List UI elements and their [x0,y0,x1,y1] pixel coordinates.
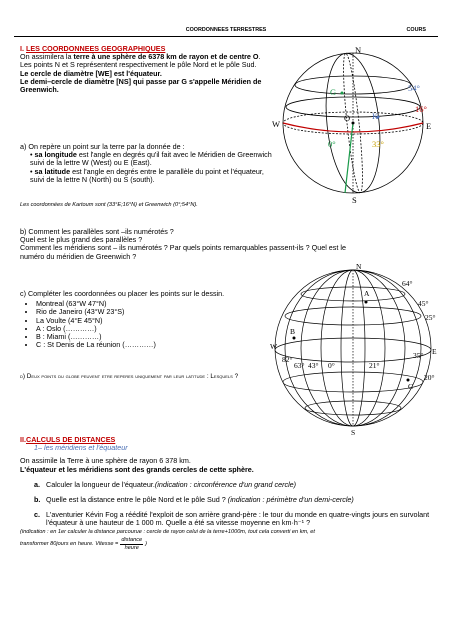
globe1-point-G [341,92,344,95]
question-b1: b) Comment les parallèles sont –ils numérotés ? [20,227,174,236]
globe2-label-E: E [432,347,437,356]
globe1-label-S: S [352,195,357,205]
globe2-point-A [365,301,368,304]
globe1-label-K: K [372,111,379,121]
globe2-label-45: 45° [418,299,429,308]
question-b [20,228,360,261]
globe2-label-35: 35° [413,351,424,360]
question-b3: Comment les méridiens sont – ils numérotés ? Par quels points remarquables passent-ils ? Quel est le numéro du méridien de Greenwich ? [20,243,346,261]
list-item: • B : Miami (…………) [36,333,270,341]
section1-heading: I. LES COORDONNEES GEOGRAPHIQUES [20,44,166,53]
globe2-label-N: N [356,262,362,271]
globe2-label-82: 82° [282,355,293,364]
section1-text [20,45,275,94]
globe1-label-N: N [355,45,362,55]
list-item: • Rio de Janeiro (43°W 23°S) [36,308,270,316]
section2-qc: c. L'aventurier Kévin Fog a réédité l'exploit de son arrière grand-père : le tour du monde en quatre-vingts jours en survolant l'équateur à une hauteur de 1 000 m. Quelle a été sa vitesse moyenne en km·h⁻¹ ? [34,510,430,528]
globe1-center [352,122,355,125]
section1-p4: Le demi–cercle de diamètre [NS] qui passe par G s'appelle Méridien de Greenwich. [20,76,262,95]
globe2-label-A: A [364,289,370,298]
globe2-label-W: W [270,342,278,351]
globe1-label-0: 0° [328,139,336,149]
globe1-label-O: O [344,113,351,123]
globe-diagram-2 [268,258,448,436]
globe1-label-16: 16° [415,104,427,114]
globe2-label-63: 63° [294,361,305,370]
indication-line1: (indication : en 1er calculer la distance parcourue : cercle de rayon celui de la terre+1000m, tout cela converti en km, et [20,528,315,535]
section1-p2: Les points N et S représentent respectivement le pôle Nord et le pôle Sud. [20,60,257,70]
section2-indication [20,529,440,552]
header-right: COURS [406,27,426,33]
globe2-label-43: 43° [308,361,319,370]
fraction-denominator: heure [124,544,139,551]
question-b2: Quel est le plus grand des parallèles ? [20,235,143,245]
globe2-label-0: 0° [328,361,335,370]
globe1-label-G: G [330,87,337,97]
section2-p2: L'équateur et les méridiens sont des grands cercles de cette sphère. [20,464,254,474]
globe2-point-B [293,337,296,340]
list-item: • Montreal (63°W 47°N) [36,300,270,308]
globe2-label-64: 64° [402,279,413,288]
question-d: d) Deux points du globe peuvent etre reperes uniquement par leur latitude : Lesquels ? [20,373,239,380]
globe2-label-S: S [351,428,356,436]
page-header [14,22,438,37]
bullet-latitude: • sa latitude est l'angle en degrés entre le parallèle du point et l'équateur, suivi de la lettre N (North) ou S (south). [30,166,264,184]
question-a [20,143,275,184]
globe2-label-C: C [408,382,414,391]
list-item: • La Voulte (4°E 45°N) [36,317,270,325]
globe2-label-20: 20° [424,373,435,382]
bullet-longitude: • sa longitude est l'angle en degrés qu'il fait avec le Méridien de Greenwich suivi de la lettre W (West) ou E (East). [30,150,272,168]
list-item: • A : Oslo (…………) [36,325,270,333]
section2-heading: II.CALCULS DE DISTANCES [20,435,116,444]
globe1-label-33: 33° [372,139,384,149]
section1-p1: On assimilera la terre à une sphère de 6378 km de rayon et de centre O. [20,52,261,62]
globe1-label-54: 54° [408,83,420,93]
globe2-label-B: B [290,327,296,336]
section2-qa: a. Calculer la longueur de l'équateur.(indication : circonférence d'un grand cercle) [34,479,297,489]
globe2-label-21: 21° [369,361,380,370]
section2-qb: b. Quelle est la distance entre le pôle Nord et le pôle Sud ? (indication : périmètre d'un demi-cercle) [34,495,354,505]
section1-p3: Le cercle de diamètre [WE] est l'équateur. [20,68,162,78]
globe-diagram-1 [268,45,448,215]
question-a-text: a) On repère un point sur la terre par la donnée de : [20,142,185,151]
question-c-text: c) Compléter les coordonnées ou placer les points sur le dessin. [20,289,225,298]
section2-subheading: 1– les méridiens et l'équateur [34,443,128,453]
list-item: • C : St Denis de La réunion (…………) [36,341,270,349]
section2-p1: On assimile la Terre à une sphère de rayon 6 378 km. [20,456,191,466]
globe1-label-E: E [426,121,432,131]
question-c [20,290,270,349]
coords-list [20,300,270,349]
kartoum-note: Les coordonnées de Kartoum sont (33°E;16°N) et Greenwich (0°;54°N). [20,202,198,208]
speed-fraction [120,537,143,551]
section2 [20,436,440,551]
indication-line2: transformer 80jours en heure. Vitesse = distance heure ) [20,537,148,551]
fraction-numerator: distance [121,537,143,544]
globe1-label-W: W [272,119,281,129]
globe2-label-25: 25° [425,313,436,322]
header-title: COORDONNEES TERRESTRES [185,27,267,33]
